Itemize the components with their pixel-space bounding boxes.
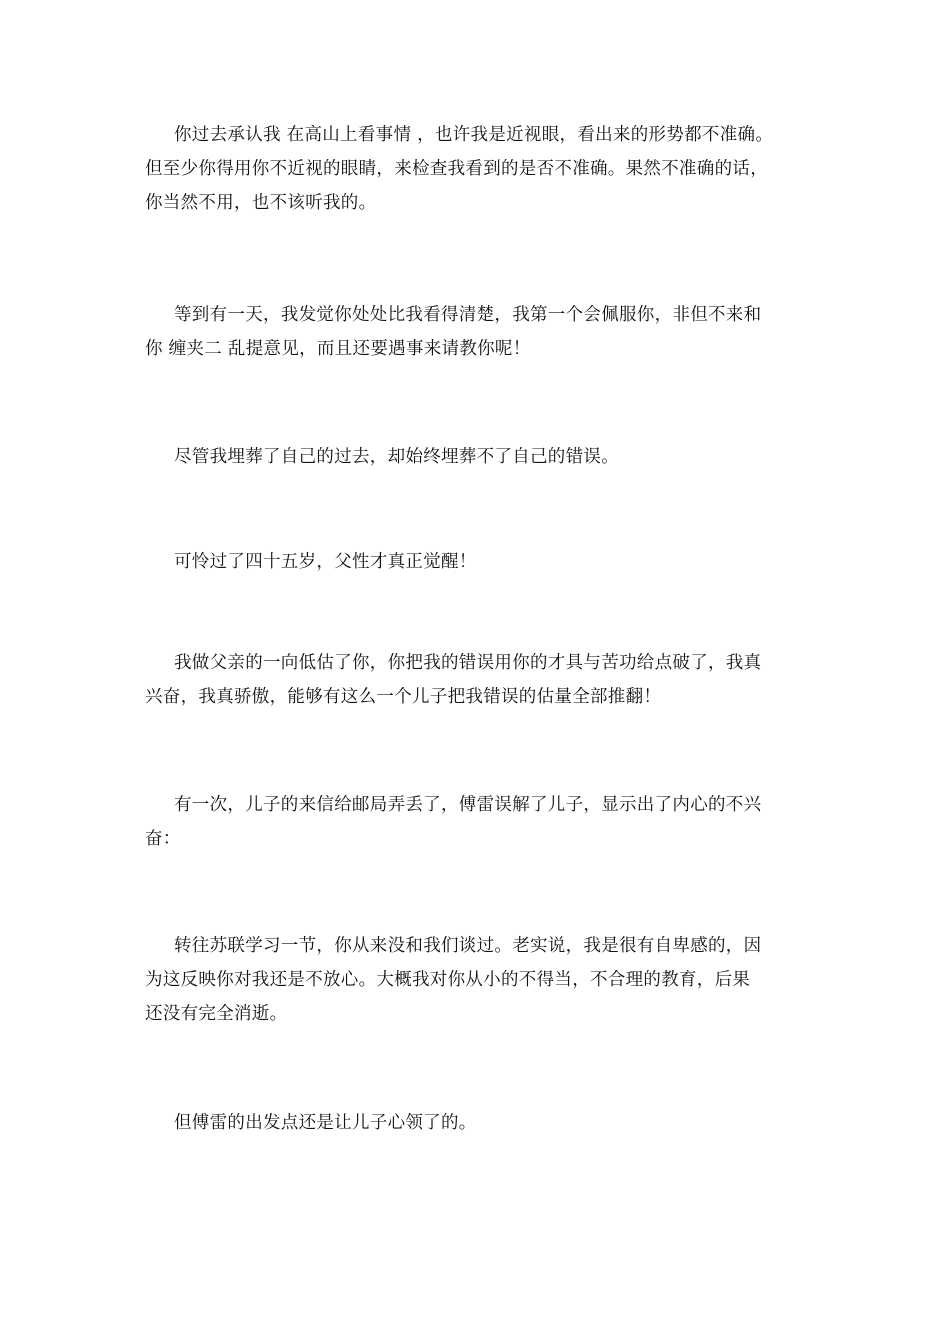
paragraph-1-line-2: 但至少你得用你不近视的眼睛，来检查我看到的是否不准确。果然不准确的话， — [145, 159, 768, 179]
paragraph-5 — [145, 646, 810, 714]
paragraph-6-line-1: 有一次，儿子的来信给邮局弄丢了，傅雷误解了儿子，显示出了内心的不兴 — [174, 795, 762, 815]
paragraph-4-line-1: 可怜过了四十五岁，父性才真正觉醒！ — [174, 552, 477, 572]
paragraph-5-line-2: 兴奋，我真骄傲，能够有这么一个儿子把我错误的估量全部推翻！ — [145, 687, 662, 707]
paragraph-2-line-2: 你 缠夹二 乱提意见，而且还要遇事来请教你呢！ — [145, 339, 531, 359]
paragraph-1 — [145, 118, 810, 220]
paragraph-7-line-1: 转往苏联学习一节，你从来没和我们谈过。老实说，我是很有自卑感的，因 — [174, 936, 762, 956]
paragraph-8 — [145, 1106, 810, 1140]
paragraph-2-line-1: 等到有一天，我发觉你处处比我看得清楚，我第一个会佩服你，非但不来和 — [174, 305, 762, 325]
paragraph-2 — [145, 298, 810, 366]
paragraph-1-line-1: 你过去承认我 在高山上看事情 ，也许我是近视眼，看出来的形势都不准确。 — [174, 125, 774, 145]
paragraph-7-line-2: 为这反映你对我还是不放心。大概我对你从小的不得当，不合理的教育，后果 — [145, 970, 751, 990]
paragraph-3-line-1: 尽管我埋葬了自己的过去，却始终埋葬不了自己的错误。 — [174, 447, 619, 467]
paragraph-7 — [145, 929, 810, 1031]
paragraph-8-line-1: 但傅雷的出发点还是让儿子心领了的。 — [174, 1113, 477, 1133]
paragraph-6-line-2: 奋： — [145, 829, 181, 849]
paragraph-7-line-3: 还没有完全消逝。 — [145, 1004, 288, 1024]
paragraph-6 — [145, 788, 810, 856]
paragraph-5-line-1: 我做父亲的一向低估了你，你把我的错误用你的才具与苦功给点破了，我真 — [174, 653, 762, 673]
paragraph-1-line-3: 你当然不用，也不该听我的。 — [145, 193, 377, 213]
paragraph-4 — [145, 545, 810, 579]
paragraph-3 — [145, 440, 810, 474]
